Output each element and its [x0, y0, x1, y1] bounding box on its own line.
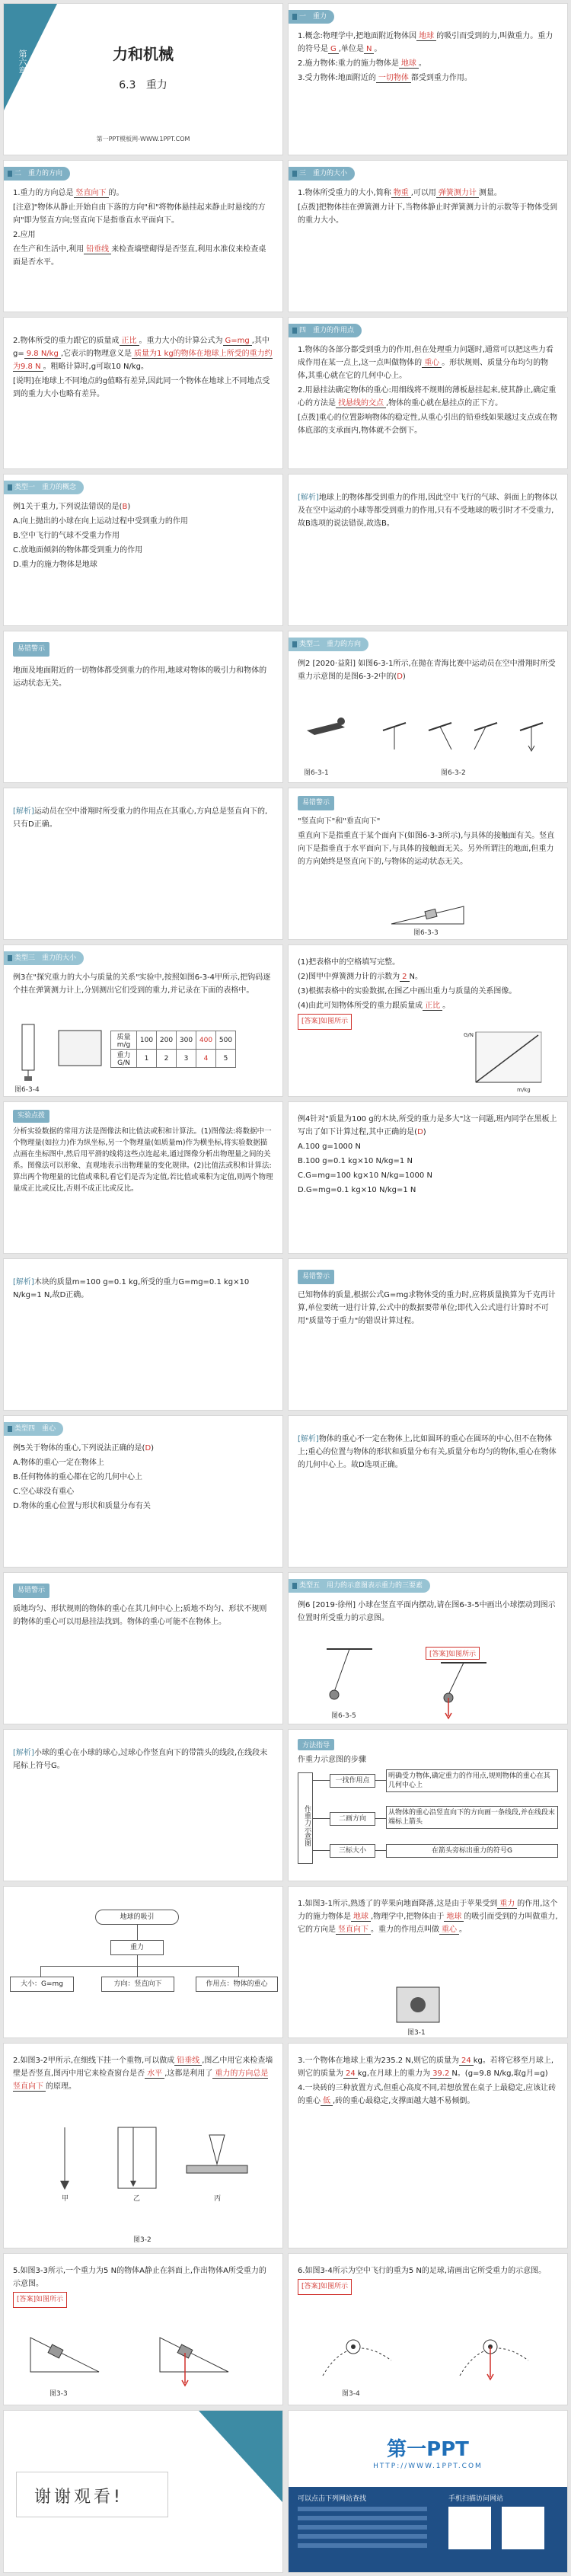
method-step-1: 一找作用点 [330, 1774, 375, 1788]
figure-caption: 图6-3-1 [304, 769, 329, 777]
promo-right-head: 手机扫描访问网站 [448, 2495, 504, 2503]
section-tag: 三 重力的大小 [289, 167, 355, 181]
qr-code-icon [448, 2507, 491, 2549]
cover-brand-line: 第一PPT模板网-WWW.1PPT.COM [96, 136, 190, 142]
section-tag: 类型一 重力的概念 [4, 481, 84, 494]
figure-caption: 图3-1 [407, 2029, 426, 2037]
data-table: 质量m/g 100 200 300 400 500 重力G/N 1 2 3 4 5 [110, 1031, 236, 1068]
svg-text:甲: 甲 [62, 2195, 69, 2203]
cover-slide [3, 3, 283, 155]
thanks-text: 谢谢观看! [34, 2488, 123, 2507]
cover-chapter: 第六章 [18, 50, 27, 75]
grid-figure [57, 1029, 103, 1067]
section-tag: 一 重力 [289, 10, 334, 24]
slide-gravity-concept [288, 3, 568, 155]
summary-mid: 重力 [110, 1940, 164, 1955]
section-tag: 类型二 重力的方向 [289, 638, 368, 651]
figure-caption: 图6-3-3 [413, 929, 439, 937]
method-desc-2: 从物体的重心沿竖直向下的方向画一条线段,并在线段末端标上箭头 [386, 1806, 558, 1829]
figure-caption: 图6-3-5 [331, 1712, 356, 1720]
thanks-slide [3, 2410, 283, 2573]
svg-text:乙: 乙 [133, 2195, 141, 2203]
incline-block-answer-figure [156, 2330, 232, 2391]
qr-code-icon [502, 2507, 544, 2549]
slide-example5-analysis: [解析]物体的重心不一定在物体上,比如圆环的重心在圆环的中心,但不在物体上;重心的位置与物体的形状和质量分布有关,质量分布均匀的物体,重心在物体的几何中心上。故D选项正确。 [288, 1415, 568, 1568]
apple-figure [395, 1986, 441, 2024]
cover-subtitle [4, 77, 282, 92]
football-figure [319, 2330, 395, 2383]
slide-example2-analysis: [解析]运动员在空中滑翔时所受重力的作用点在其重心,方向总是竖直向下的,只有D正确。 [3, 788, 283, 940]
slide-exercise5: 5.如图3-3所示,一个重力为5 N的物体A静止在斜面上,作出物体A所受重力的示意图。 [答案]如图所示 图3-3 [3, 2253, 283, 2405]
slide-gravity-formula: 2.物体所受的重力跟它的质量成 正比 。重力大小的计算公式为 G=mg ,其中g= 9.8 N/kg ,它表示的物理意义是 质量为1 kg的物体在地球上所受的重力约为9.8 N 。粗略计算时,g可取10 N/kg。 [说明]在地球上不同地点的g值略有差异,因此同一个物体在地球上不同地点受到的重力大小也略有差异。 [3, 317, 283, 469]
slide-example3-answers: (1)把表格中的空格填写完整。 (2)图甲中弹簧测力计的示数为 2 N。 (3)根据表格中的实验数据,在图乙中画出重力与质量的关系图像。 (4)由此可知物体所受的重力跟质量成 正比 。 [答案]如图所示 m/kg G/N [288, 944, 568, 1097]
slide-method-guide [288, 1729, 568, 1881]
example2-figures [299, 708, 558, 761]
summary-leaf-2: 方向：竖直向下 [101, 1977, 174, 1992]
promo-url[interactable]: HTTP://WWW.1PPT.COM [373, 2463, 483, 2470]
slide-exercise3-4: 3.一个物体在地球上重为235.2 N,则它的质量为 24 kg。若将它移至月球上,则它的质量为 24 kg,在月球上的重力为 39.2 N。(g=9.8 N/kg,取g月=g) 4.一块砖的三种放置方式,但重心高度不同,若想放置在桌子上最稳定,应该让砖的重心 低 ,砖的重心最稳定,支撑面越大越不易倾倒。 [288, 2043, 568, 2248]
summary-leaf-3: 作用点：物体的重心 [196, 1977, 278, 1992]
line-applier: 2.施力物体:重力的施力物体是 地球 。 [298, 59, 426, 68]
g-m-graph [464, 1029, 547, 1094]
slide-body [298, 30, 558, 86]
slide-example5: 类型四 重心 例5关于物体的重心,下列说法正确的是(D) A.物体的重心一定在物体上 B.任何物体的重心都在它的几何中心上 C.空心球没有重心 D.物体的重心位置与形状和质量分布有关 [3, 1415, 283, 1568]
option-figures [383, 723, 543, 751]
section-tag: 四 重力的作用点 [289, 324, 362, 337]
method-step-3: 三标大小 [330, 1844, 375, 1858]
method-desc-1: 明确受力物体,确定重力的作用点,规则物体的重心在其几何中心上 [386, 1769, 558, 1792]
line-concept: 1.概念:物理学中,把地面附近物体因 地球 的吸引而受到的力,叫做重力。重力的符号是 G ,单位是 N 。 [298, 32, 553, 53]
slide-example1: 类型一 重力的概念 例1关于重力,下列说法错误的是(B) A.向上抛出的小球在向上运动过程中受到重力的作用 B.空中飞行的气球不受重力作用 C.放地面倾斜的物体都受到重力的作用 D.重力的施力物体是地球 [3, 474, 283, 626]
figure-caption: 图3-3 [49, 2390, 68, 2398]
method-step-2: 二画方向 [330, 1812, 375, 1826]
slide-exercise6: 6.如图3-4所示为空中飞行的重为5 N的足球,请画出它所受重力的示意图。 [答案]如图所示 图3-4 [288, 2253, 568, 2405]
method-desc-3: 在箭头旁标出重力的符号G [386, 1844, 558, 1858]
promo-left-head: 可以点击下列网站查找 [298, 2495, 367, 2503]
slide-example4-analysis: [解析]木块的质量m=100 g=0.1 kg,所受的重力G=mg=0.1 kg×10 N/kg=1 N,故D正确。 [3, 1258, 283, 1411]
thanks-corner-shape [199, 2411, 282, 2502]
slide-example1-analysis: [解析]地球上的物体都受到重力的作用,因此空中飞行的气球、斜面上的物体以及在空中运动的小球等都受到重力的作用,只有不受地球的吸引时才不受重力,故B选项的说法错误,故选B。 [288, 474, 568, 626]
section-tag: 类型五 用力的示意图表示重力的三要素 [289, 1579, 430, 1593]
svg-text:G/N: G/N [464, 1032, 474, 1038]
slide-example6: 类型五 用力的示意图表示重力的三要素 例6 [2019·徐州] 小球在竖直平面内摆动,请在图6-3-5中画出小球摆动到图示位置时所受重力的示意图。 图6-3-5 [答案]如图所示 [288, 1572, 568, 1724]
slide-warning4: 易错警示 质地均匀、形状规则的物体的重心在其几何中心上;质地不均匀、形状不规则的物体的重心可以用悬挂法找到。物体的重心可能不在物体上。 [3, 1572, 283, 1724]
section-tag: 类型四 重心 [4, 1422, 63, 1436]
svg-text:丙: 丙 [214, 2195, 222, 2203]
slide-gravity-magnitude: 三 重力的大小 1.物体所受重力的大小,简称 物重 ,可以用 弹簧测力计 测量。 [点拨]把物体挂在弹簧测力计下,当物体静止时弹簧测力计的示数等于物体受到的重力大小。 [288, 160, 568, 312]
slide-example4: 例4针对"质量为100 g的木块,所受的重力是多大"这一问题,班内同学在黑板上写出了如下计算过程,其中正确的是(D) A.100 g=1000 N B.100 g=0.1 kg×10 N/kg=1 N C.G=mg=100 kg×10 N/kg=1000 N D.G=mg=0.1 kg×10 N/kg=1 N [288, 1101, 568, 1254]
cover-subtitle-num: 6.3 [119, 79, 136, 91]
plumb-line-figures [34, 2120, 255, 2204]
figure-caption: 图3-4 [342, 2390, 360, 2398]
slide-warning3: 易错警示 已知物体的质量,根据公式G=mg求物体受的重力时,应将质量换算为千克再计算,单位要统一进行计算,公式中的数据要带单位;即代入公式进行计算时不可用"质量等于重力"的错误计算过程。 [288, 1258, 568, 1411]
answer-tag: [答案]如图所示 [426, 1647, 480, 1660]
slide-example2: 类型二 重力的方向 例2 [2020·益阳] 如图6-3-1所示,在抛在青海比赛中运动员在空中滑翔时所受重力示意图的是图6-3-2中的(D) 图6-3-1 图6-3-2 [288, 631, 568, 783]
slide-gravity-direction: 二 重力的方向 1.重力的方向总是 竖直向下 的。 [注意]"物体从静止开始自由下落的方向"和"将物体悬挂起来静止时悬线的方向"即为竖直方向;竖直向下是指垂直水平面向下。 2.应用 在生产和生活中,利用 铅垂线 来检查墙壁砌得是否竖直,利用水准仪来检查桌面是否水平。 [3, 160, 283, 312]
promo-link-list[interactable] [298, 2507, 427, 2568]
slide-warning1: 易错警示 地面及地面附近的一切物体都受到重力的作用,地球对物体的吸引力和物体的运动状态无关。 [3, 631, 283, 783]
summary-top: 地球的吸引 [95, 1910, 179, 1925]
slide-experiment-tip: 实验点拨 分析实验数据的常用方法是图像法和比值法或积和计算法。(1)图像法:将数据中一个物理量(如拉力)作为纵坐标,另一个物理量(如质量m)作为横坐标,将实验数据描点画在坐标图中,然后用平滑的线将这些点连起来,通过图像分析出物理量之间的关系。图像法可以形象、直观地表示出物理量的变化规律。(2)比值法或积和计算法:算出两个物理量的比值或乘积,看它们是否为定值,若比值或乘积为定值,则两个物理量成正比或反比,否则不成正比或反比。 [3, 1101, 283, 1254]
skier-figure [307, 718, 345, 735]
spring-scale-figure [14, 1021, 53, 1082]
football-answer-figure [456, 2330, 532, 2391]
method-vertical-label: 作重力示意图 [298, 1772, 313, 1864]
pendulum-answer-figure [433, 1660, 494, 1721]
section-tag: 二 重力的方向 [4, 167, 70, 181]
slide-example3: 类型三 重力的大小 例3在"探究重力的大小与质量的关系"实验中,按照如图6-3-4甲所示,把钩码逐个挂在弹簧测力计上,分别测出它们受到的重力,并记录在下面的表格中。 质量m/g 100 200 300 400 500 重力G/N 1 2 3 4 5 图6-3-4 [3, 944, 283, 1097]
slide-summary [3, 1886, 283, 2038]
figure-caption: 图3-2 [133, 2236, 152, 2244]
slide-exercise1: 1.如图3-1所示,熟透了的苹果向地面降落,这是由于苹果受到 重力 的作用,这个力的施力物体是 地球 ,物理学中,把物体由于 地球 的吸引而受到的力叫做重力,它的方向是 竖直向下 。重力的作用点叫做 重心 。 图3-1 [288, 1886, 568, 2038]
slide-example6-analysis: [解析]小球的重心在小球的球心,过球心作竖直向下的带箭头的线段,在线段末尾标上符号G。 [3, 1729, 283, 1881]
slide-center-of-gravity: 四 重力的作用点 1.物体的各部分都受到重力的作用,但在处理重力问题时,通常可以把这些力看成作用在某一点上,这一点叫做物体的 重心 。形状规则、质量分布均匀的物体,其重心就在它的几何中心上。 2.用悬挂法确定物体的重心:用细线将不规则的薄板悬挂起来,使其静止,确定重心的方法是 找悬线的交点 ,物体的重心就在悬挂点的正下方。 [点拨]重心的位置影响物体的稳定性,从重心引出的铅垂线如果越过支点或在物体底部的支承面内,物体就不会倒下。 [288, 317, 568, 469]
summary-leaf-1: 大小：G=mg [10, 1977, 74, 1992]
promo-brand: 第一PPT [387, 2438, 469, 2461]
incline-block-figure [27, 2330, 103, 2376]
promo-slide [288, 2410, 568, 2573]
section-tag: 类型三 重力的大小 [4, 951, 84, 965]
pendulum-figure [319, 1646, 380, 1707]
slide-exercise2: 2.如图3-2甲所示,在细线下挂一个重物,可以做成 铅垂线 ,图乙中用它来检查墙壁是否竖直,图丙中用它来检查窗台是否 水平 ,这都是利用了 重力的方向总是竖直向下 的原理。 甲 乙 丙 图3-2 [3, 2043, 283, 2248]
cover-title: 力和机械 [113, 45, 174, 63]
cover-subtitle-text: 重力 [145, 79, 167, 91]
svg-text:m/kg: m/kg [517, 1087, 531, 1093]
note-tag: 方法指导 [298, 1739, 334, 1750]
figure-caption: 图6-3-4 [14, 1086, 40, 1094]
method-head: 作重力示意图的步骤 [298, 1756, 366, 1764]
slide-warning2: 易错警示 "竖直向下"和"垂直向下" 重直向下是指重直于某个面向下(如图6-3-3所示),与具体的接触面有关。竖直向下是指垂直于水平面向下,与具体的接触面无关。另外所谓注的地面,但重力的方向始终是竖直向下的,与物体的运动状态无关。 图6-3-3 [288, 788, 568, 940]
line-receiver: 3.受力物体:地面附近的 一切物体 都受到重力作用。 [298, 74, 472, 82]
figure-caption: 图6-3-2 [441, 769, 466, 777]
incline-figure [388, 903, 471, 925]
